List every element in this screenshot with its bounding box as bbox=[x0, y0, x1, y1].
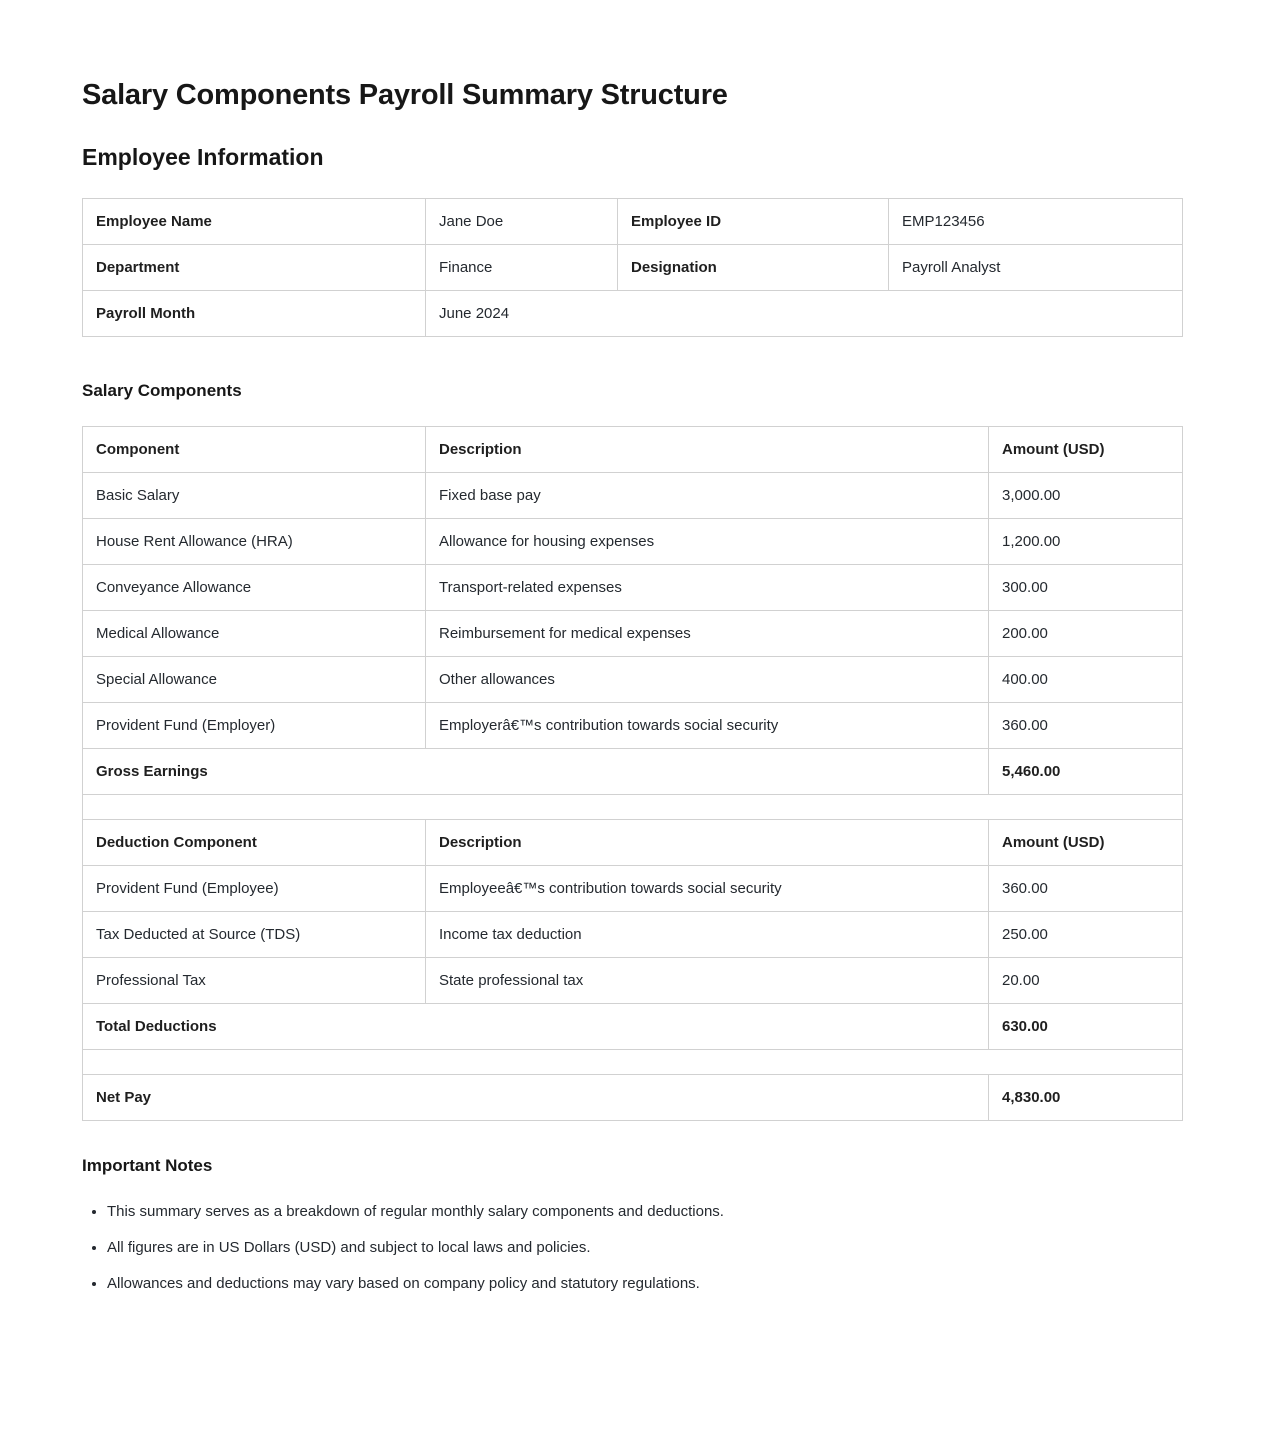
page-title: Salary Components Payroll Summary Structure bbox=[82, 79, 728, 111]
component-cell: Professional Tax bbox=[83, 958, 426, 1004]
note-item: • This summary serves as a breakdown of regular monthly salary components and deductions. bbox=[107, 1201, 1182, 1222]
spacer-row bbox=[83, 1050, 1183, 1075]
table-row bbox=[83, 199, 1183, 245]
column-header-description: Description bbox=[426, 820, 989, 866]
amount-cell: 250.00 bbox=[989, 912, 1183, 958]
amount-cell: 360.00 bbox=[989, 703, 1183, 749]
net-pay-row bbox=[83, 1075, 1183, 1121]
field-label-department: Department bbox=[83, 245, 426, 291]
amount-cell: 400.00 bbox=[989, 657, 1183, 703]
spacer-cell bbox=[83, 795, 1183, 820]
gross-earnings-row bbox=[83, 749, 1183, 795]
description-cell: Employerâ€™s contribution towards social security bbox=[426, 703, 989, 749]
amount-cell: 1,200.00 bbox=[989, 519, 1183, 565]
field-label-payroll-month: Payroll Month bbox=[83, 291, 426, 337]
column-header-amount: Amount (USD) bbox=[989, 820, 1183, 866]
section-heading-salary-components: Salary Components bbox=[82, 381, 242, 400]
total-deductions-amount: 630.00 bbox=[989, 1004, 1183, 1050]
description-cell: Reimbursement for medical expenses bbox=[426, 611, 989, 657]
amount-cell: 20.00 bbox=[989, 958, 1183, 1004]
description-cell: State professional tax bbox=[426, 958, 989, 1004]
spacer-row bbox=[83, 795, 1183, 820]
field-value-employee-id: EMP123456 bbox=[889, 199, 1183, 245]
earnings-header-row bbox=[83, 427, 1183, 473]
field-value-employee-name: Jane Doe bbox=[426, 199, 618, 245]
table-row bbox=[83, 291, 1183, 337]
amount-cell: 3,000.00 bbox=[989, 473, 1183, 519]
table-row bbox=[83, 473, 1183, 519]
description-cell: Allowance for housing expenses bbox=[426, 519, 989, 565]
description-cell: Fixed base pay bbox=[426, 473, 989, 519]
component-cell: Conveyance Allowance bbox=[83, 565, 426, 611]
notes-list bbox=[82, 1201, 1182, 1294]
amount-cell: 200.00 bbox=[989, 611, 1183, 657]
component-cell: Tax Deducted at Source (TDS) bbox=[83, 912, 426, 958]
salary-components-table bbox=[82, 426, 1183, 1121]
deductions-header-row bbox=[83, 820, 1183, 866]
component-cell: Medical Allowance bbox=[83, 611, 426, 657]
employee-info-table bbox=[82, 198, 1183, 337]
total-deductions-row bbox=[83, 1004, 1183, 1050]
note-item: • Allowances and deductions may vary based on company policy and statutory regulations. bbox=[107, 1273, 1182, 1294]
table-row bbox=[83, 703, 1183, 749]
amount-cell: 300.00 bbox=[989, 565, 1183, 611]
field-label-employee-name: Employee Name bbox=[83, 199, 426, 245]
spacer-cell bbox=[83, 1050, 1183, 1075]
table-row bbox=[83, 657, 1183, 703]
description-cell: Other allowances bbox=[426, 657, 989, 703]
note-item: • All figures are in US Dollars (USD) and subject to local laws and policies. bbox=[107, 1237, 1182, 1258]
component-cell: House Rent Allowance (HRA) bbox=[83, 519, 426, 565]
column-header-component: Component bbox=[83, 427, 426, 473]
gross-earnings-amount: 5,460.00 bbox=[989, 749, 1183, 795]
total-deductions-label: Total Deductions bbox=[83, 1004, 989, 1050]
table-row bbox=[83, 912, 1183, 958]
component-cell: Basic Salary bbox=[83, 473, 426, 519]
field-value-designation: Payroll Analyst bbox=[889, 245, 1183, 291]
table-row bbox=[83, 611, 1183, 657]
description-cell: Income tax deduction bbox=[426, 912, 989, 958]
section-heading-important-notes: Important Notes bbox=[82, 1156, 213, 1175]
component-cell: Provident Fund (Employee) bbox=[83, 866, 426, 912]
table-row bbox=[83, 565, 1183, 611]
field-label-employee-id: Employee ID bbox=[618, 199, 889, 245]
field-value-payroll-month: June 2024 bbox=[426, 291, 1183, 337]
net-pay-amount: 4,830.00 bbox=[989, 1075, 1183, 1121]
gross-earnings-label: Gross Earnings bbox=[83, 749, 989, 795]
field-label-designation: Designation bbox=[618, 245, 889, 291]
component-cell: Provident Fund (Employer) bbox=[83, 703, 426, 749]
amount-cell: 360.00 bbox=[989, 866, 1183, 912]
column-header-description: Description bbox=[426, 427, 989, 473]
table-row bbox=[83, 245, 1183, 291]
column-header-amount: Amount (USD) bbox=[989, 427, 1183, 473]
net-pay-label: Net Pay bbox=[83, 1075, 989, 1121]
description-cell: Employeeâ€™s contribution towards social security bbox=[426, 866, 989, 912]
column-header-deduction-component: Deduction Component bbox=[83, 820, 426, 866]
table-row bbox=[83, 958, 1183, 1004]
table-row bbox=[83, 519, 1183, 565]
section-heading-employee-information: Employee Information bbox=[82, 144, 324, 170]
component-cell: Special Allowance bbox=[83, 657, 426, 703]
description-cell: Transport-related expenses bbox=[426, 565, 989, 611]
table-row bbox=[83, 866, 1183, 912]
field-value-department: Finance bbox=[426, 245, 618, 291]
